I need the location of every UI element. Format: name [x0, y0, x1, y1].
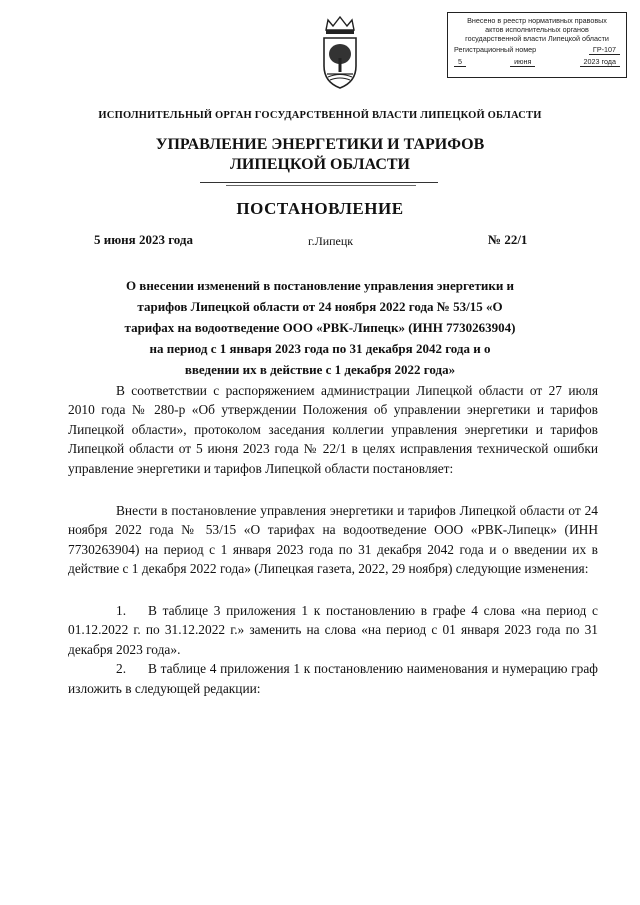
document-date: 5 июня 2023 года [94, 232, 193, 247]
department-name-line-2: ЛИПЕЦКОЙ ОБЛАСТИ [230, 156, 410, 173]
document-subject [90, 275, 550, 380]
resolution-paragraph: Внести в постановление управления энергетики и тарифов Липецкой области от 24 ноября 2022 года № 53/15 «О тарифах на водоотведение ООО «РВК-Липецк» (ИНН 7730263904) на период с 1 января 2023 года по 31 декабря 2042 года и о введении их в действие с 1 декабря 2022 года» (Липецкая газета, 2022, 29 ноября) следующие изменения: [68, 503, 598, 577]
item-text: В таблице 4 приложения 1 к постановлению наименования и нумерацию граф изложить в следующей редакции: [68, 661, 598, 696]
department-name-line-1: УПРАВЛЕНИЕ ЭНЕРГЕТИКИ И ТАРИФОВ [155, 136, 485, 153]
subject-line-5: введении их в действие с 1 декабря 2022 года» [184, 362, 456, 377]
subject-line-1: О внесении изменений в постановление управления энергетики и [125, 278, 515, 293]
item-text: В таблице 3 приложения 1 к постановлению в графе 4 слова «на период с 01.12.2022 г. по 31.12.2022 г.» заменить на слова «на период с 01 января 2023 года по 31 декабря 2023 года». [68, 603, 598, 657]
list-item [68, 601, 598, 659]
stamp-reg-label: Регистрационный номер [454, 45, 537, 54]
stamp-month: июня [510, 57, 535, 67]
item-number: 2. [116, 661, 127, 677]
registry-stamp [447, 12, 627, 78]
stamp-line-3: государственной власти Липецкой области [465, 34, 609, 43]
header-divider [200, 182, 438, 183]
coat-of-arms-icon [318, 14, 362, 92]
subject-line-2: тарифов Липецкой области от 24 ноября 2022 года № 53/15 «О [137, 299, 503, 314]
subject-line-3: тарифах на водоотведение ООО «РВК-Липецк» (ИНН 7730263904) [124, 320, 516, 335]
stamp-line-1: Внесено в реестр нормативных правовых [467, 16, 607, 25]
resolution-intro [68, 501, 598, 579]
department-name [0, 135, 640, 175]
preamble-paragraph: В соответствии с распоряжением администрации Липецкой области от 27 июля 2010 года № 280-р «Об утверждении Положения об управлении энергетики и тарифов Липецкой области», протоколом заседания коллегии управления энергетики и тарифов Липецкой области от 5 июня 2023 года № 22/1 в целях исправления технической ошибки управление энергетики и тарифов Липецкой области постановляет: [68, 383, 598, 476]
item-number: 1. [116, 603, 127, 618]
list-item [68, 659, 598, 698]
document-city: г.Липецк [308, 234, 354, 248]
stamp-day: 5 [454, 57, 466, 67]
stamp-line-2: актов исполнительных органов [485, 25, 589, 34]
document-number: № 22/1 [488, 232, 528, 247]
header-divider-secondary [226, 185, 416, 186]
preamble [68, 381, 598, 478]
stamp-year: 2023 года [580, 57, 620, 67]
subject-line-4: на период с 1 января 2023 года по 31 декабря 2042 года и о [149, 341, 491, 356]
amendments-list [68, 601, 598, 698]
document-type: ПОСТАНОВЛЕНИЕ [236, 199, 404, 218]
stamp-reg-number: ГР-107 [589, 45, 620, 55]
government-body: ИСПОЛНИТЕЛЬНЫЙ ОРГАН ГОСУДАРСТВЕННОЙ ВЛАСТИ ЛИПЕЦКОЙ ОБЛАСТИ [98, 110, 542, 121]
